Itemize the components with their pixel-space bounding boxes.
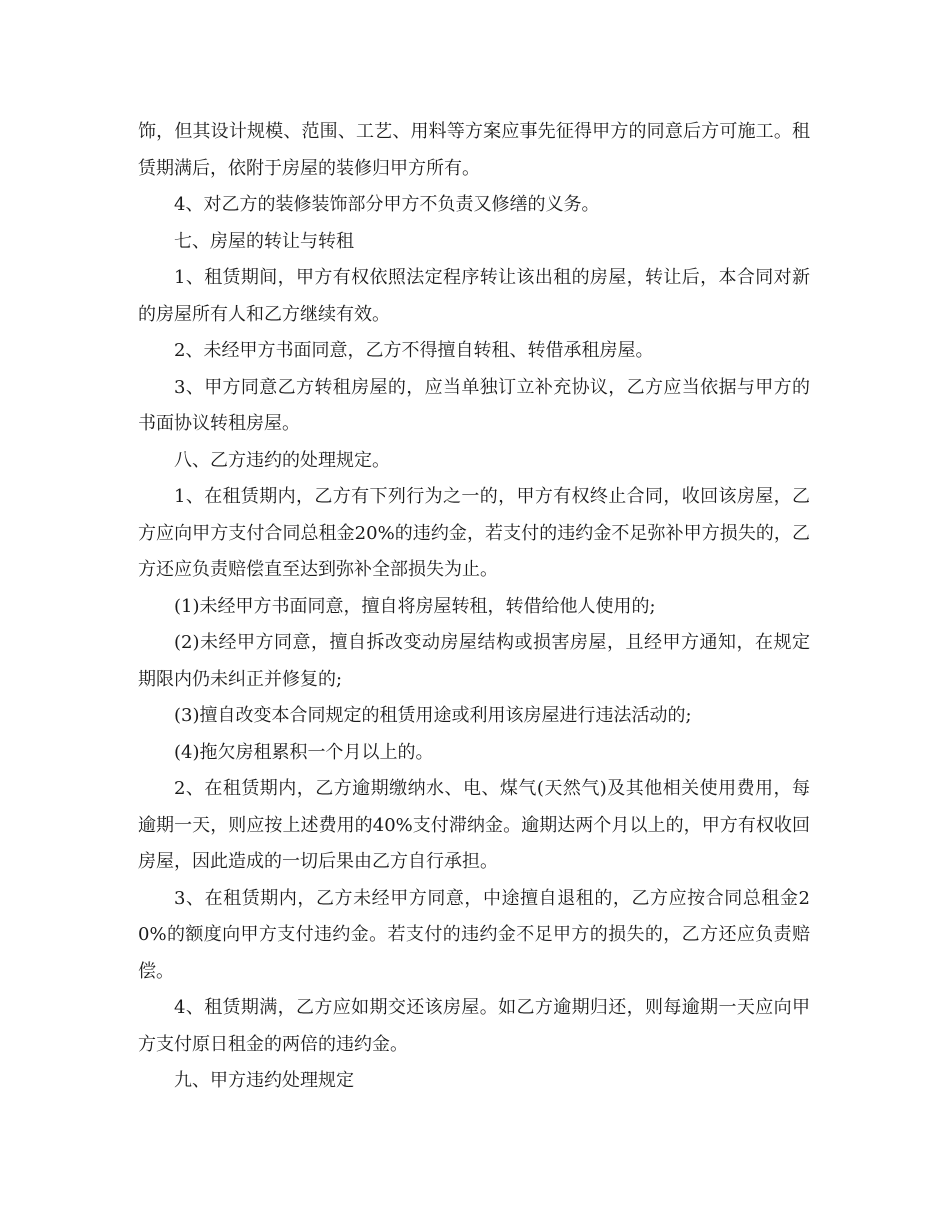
paragraph-clause-7-1: 1、租赁期间，甲方有权依照法定程序转让该出租的房屋，转让后，本合同对新的房屋所有人和乙方继续有效。: [138, 267, 810, 325]
paragraph-clause-7-3: 3、甲方同意乙方转租房屋的，应当单独订立补充协议，乙方应当依据与甲方的书面协议转租房屋。: [138, 376, 810, 434]
paragraph-clause-8-1: 1、在租赁期内，乙方有下列行为之一的，甲方有权终止合同，收回该房屋，乙方应向甲方支付合同总租金20%的违约金，若支付的违约金不足弥补甲方损失的，乙方还应负责赔偿直至达到弥补全部损失为止。: [138, 486, 810, 580]
section-heading-8: 八、乙方违约的处理规定。: [174, 449, 390, 471]
section-heading-9: 九、甲方违约处理规定: [174, 1070, 354, 1091]
paragraph-item-2: (2)未经甲方同意，擅自拆改变动房屋结构或损害房屋，且经甲方通知，在规定期限内仍未纠正并修复的;: [138, 632, 810, 690]
paragraph-item-1: (1)未经甲方书面同意，擅自将房屋转租，转借给他人使用的;: [174, 595, 656, 617]
paragraph-decoration-continuation: 饰，但其设计规模、范围、工艺、用料等方案应事先征得甲方的同意后方可施工。租赁期满后，依附于房屋的装修归甲方所有。: [138, 121, 810, 179]
paragraph-item-4: (4)拖欠房租累积一个月以上的。: [174, 741, 434, 763]
paragraph-clause-8-4: 4、租赁期满，乙方应如期交还该房屋。如乙方逾期归还，则每逾期一天应向甲方支付原日租金的两倍的违约金。: [138, 997, 810, 1055]
paragraph-clause-8-3: 3、在租赁期内，乙方未经甲方同意，中途擅自退租的，乙方应按合同总租金20%的额度向甲方支付违约金。若支付的违约金不足甲方的损失的，乙方还应负责赔偿。: [138, 887, 810, 982]
document-body: [138, 114, 810, 1100]
paragraph-item-3: (3)擅自改变本合同规定的租赁用途或利用该房屋进行违法活动的;: [174, 705, 692, 726]
section-heading-7: 七、房屋的转让与转租: [174, 230, 354, 252]
paragraph-clause-6-4: 4、对乙方的装修装饰部分甲方不负责又修缮的义务。: [174, 194, 600, 215]
paragraph-clause-7-2: 2、未经甲方书面同意，乙方不得擅自转租、转借承租房屋。: [174, 340, 654, 361]
paragraph-clause-8-2: 2、在租赁期内，乙方逾期缴纳水、电、煤气(天然气)及其他相关使用费用，每逾期一天，则应按上述费用的40%支付滞纳金。逾期达两个月以上的，甲方有权收回房屋，因此造成的一切后果由乙方自行承担。: [138, 778, 810, 872]
